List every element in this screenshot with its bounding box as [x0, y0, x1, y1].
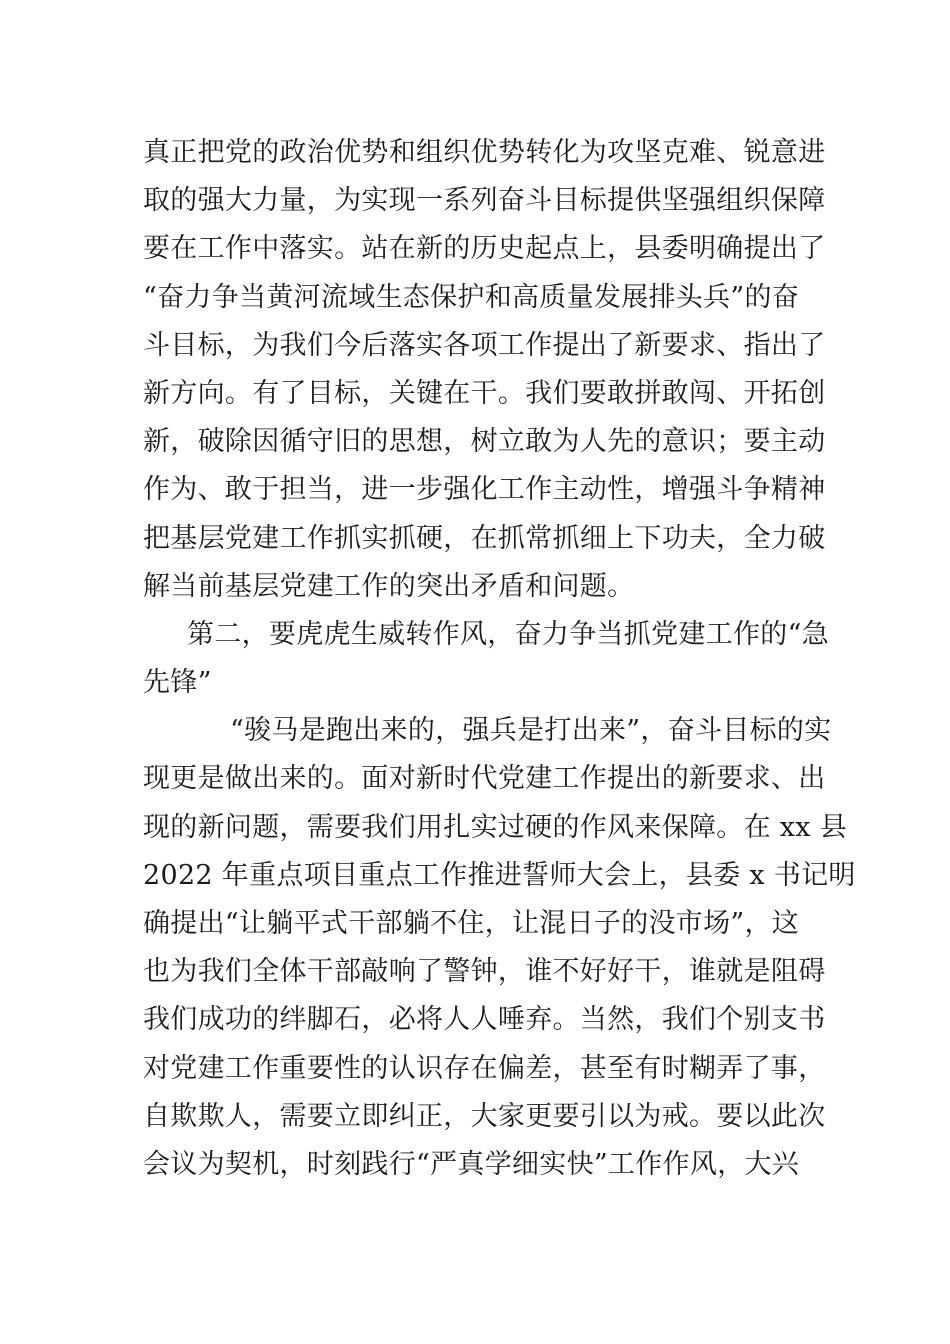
text-line: 新方向。有了目标，关键在干。我们要敢拼敢闯、开拓创 [143, 377, 826, 409]
text-line: 现更是做出来的。面对新时代党建工作提出的新要求、出 [143, 763, 826, 795]
text-line: 自欺欺人，需要立即纠正，大家更要引以为戒。要以此次 [143, 1100, 826, 1132]
text-line: 我们成功的绊脚石，必将人人唾弃。当然，我们个别支书 [143, 1004, 826, 1036]
text-line: 新，破除因循守旧的思想，树立敢为人先的意识；要主动 [143, 426, 826, 458]
section-heading-line: 第二，要虎虎生威转作风，奋力争当抓党建工作的“急 [187, 618, 830, 650]
text-line: 斗目标，为我们今后落实各项工作提出了新要求、指出了 [143, 329, 826, 361]
text-line: 现的新问题，需要我们用扎实过硬的作风来保障。在 xx 县 [143, 811, 848, 843]
text-line: 真正把党的政治优势和组织优势转化为攻坚克难、锐意进 [143, 137, 826, 168]
text-line: 作为、敢于担当，进一步强化工作主动性，增强斗争精神 [143, 474, 826, 506]
text-line: 2022 年重点项目重点工作推进誓师大会上，县委 x 书记明 [143, 859, 856, 891]
section-heading-line: 先锋” [143, 667, 212, 699]
text-line: 对党建工作重要性的认识存在偏差，甚至有时糊弄了事， [143, 1052, 826, 1084]
text-line: 也为我们全体干部敲响了警钟，谁不好好干，谁就是阻碍 [143, 956, 826, 988]
text-line: 会议为契机，时刻践行“严真学细实快”工作作风，大兴 [143, 1148, 800, 1180]
text-line: 取的强大力量，为实现一系列奋斗目标提供坚强组织保障 [143, 185, 826, 217]
text-line: 确提出“让躺平式干部躺不住，让混日子的没市场”，这 [143, 908, 800, 939]
document-body [143, 129, 856, 1189]
text-line: 解当前基层党建工作的突出矛盾和问题。 [143, 570, 635, 602]
text-line: “奋力争当黄河流域生态保护和高质量发展排头兵”的奋 [143, 281, 800, 313]
text-line: 把基层党建工作抓实抓硬，在抓常抓细上下功夫，全力破 [143, 522, 826, 554]
text-line: “骏马是跑出来的，强兵是打出来”，奋斗目标的实 [230, 715, 832, 747]
text-line: 要在工作中落实。站在新的历史起点上，县委明确提出了 [143, 233, 826, 265]
